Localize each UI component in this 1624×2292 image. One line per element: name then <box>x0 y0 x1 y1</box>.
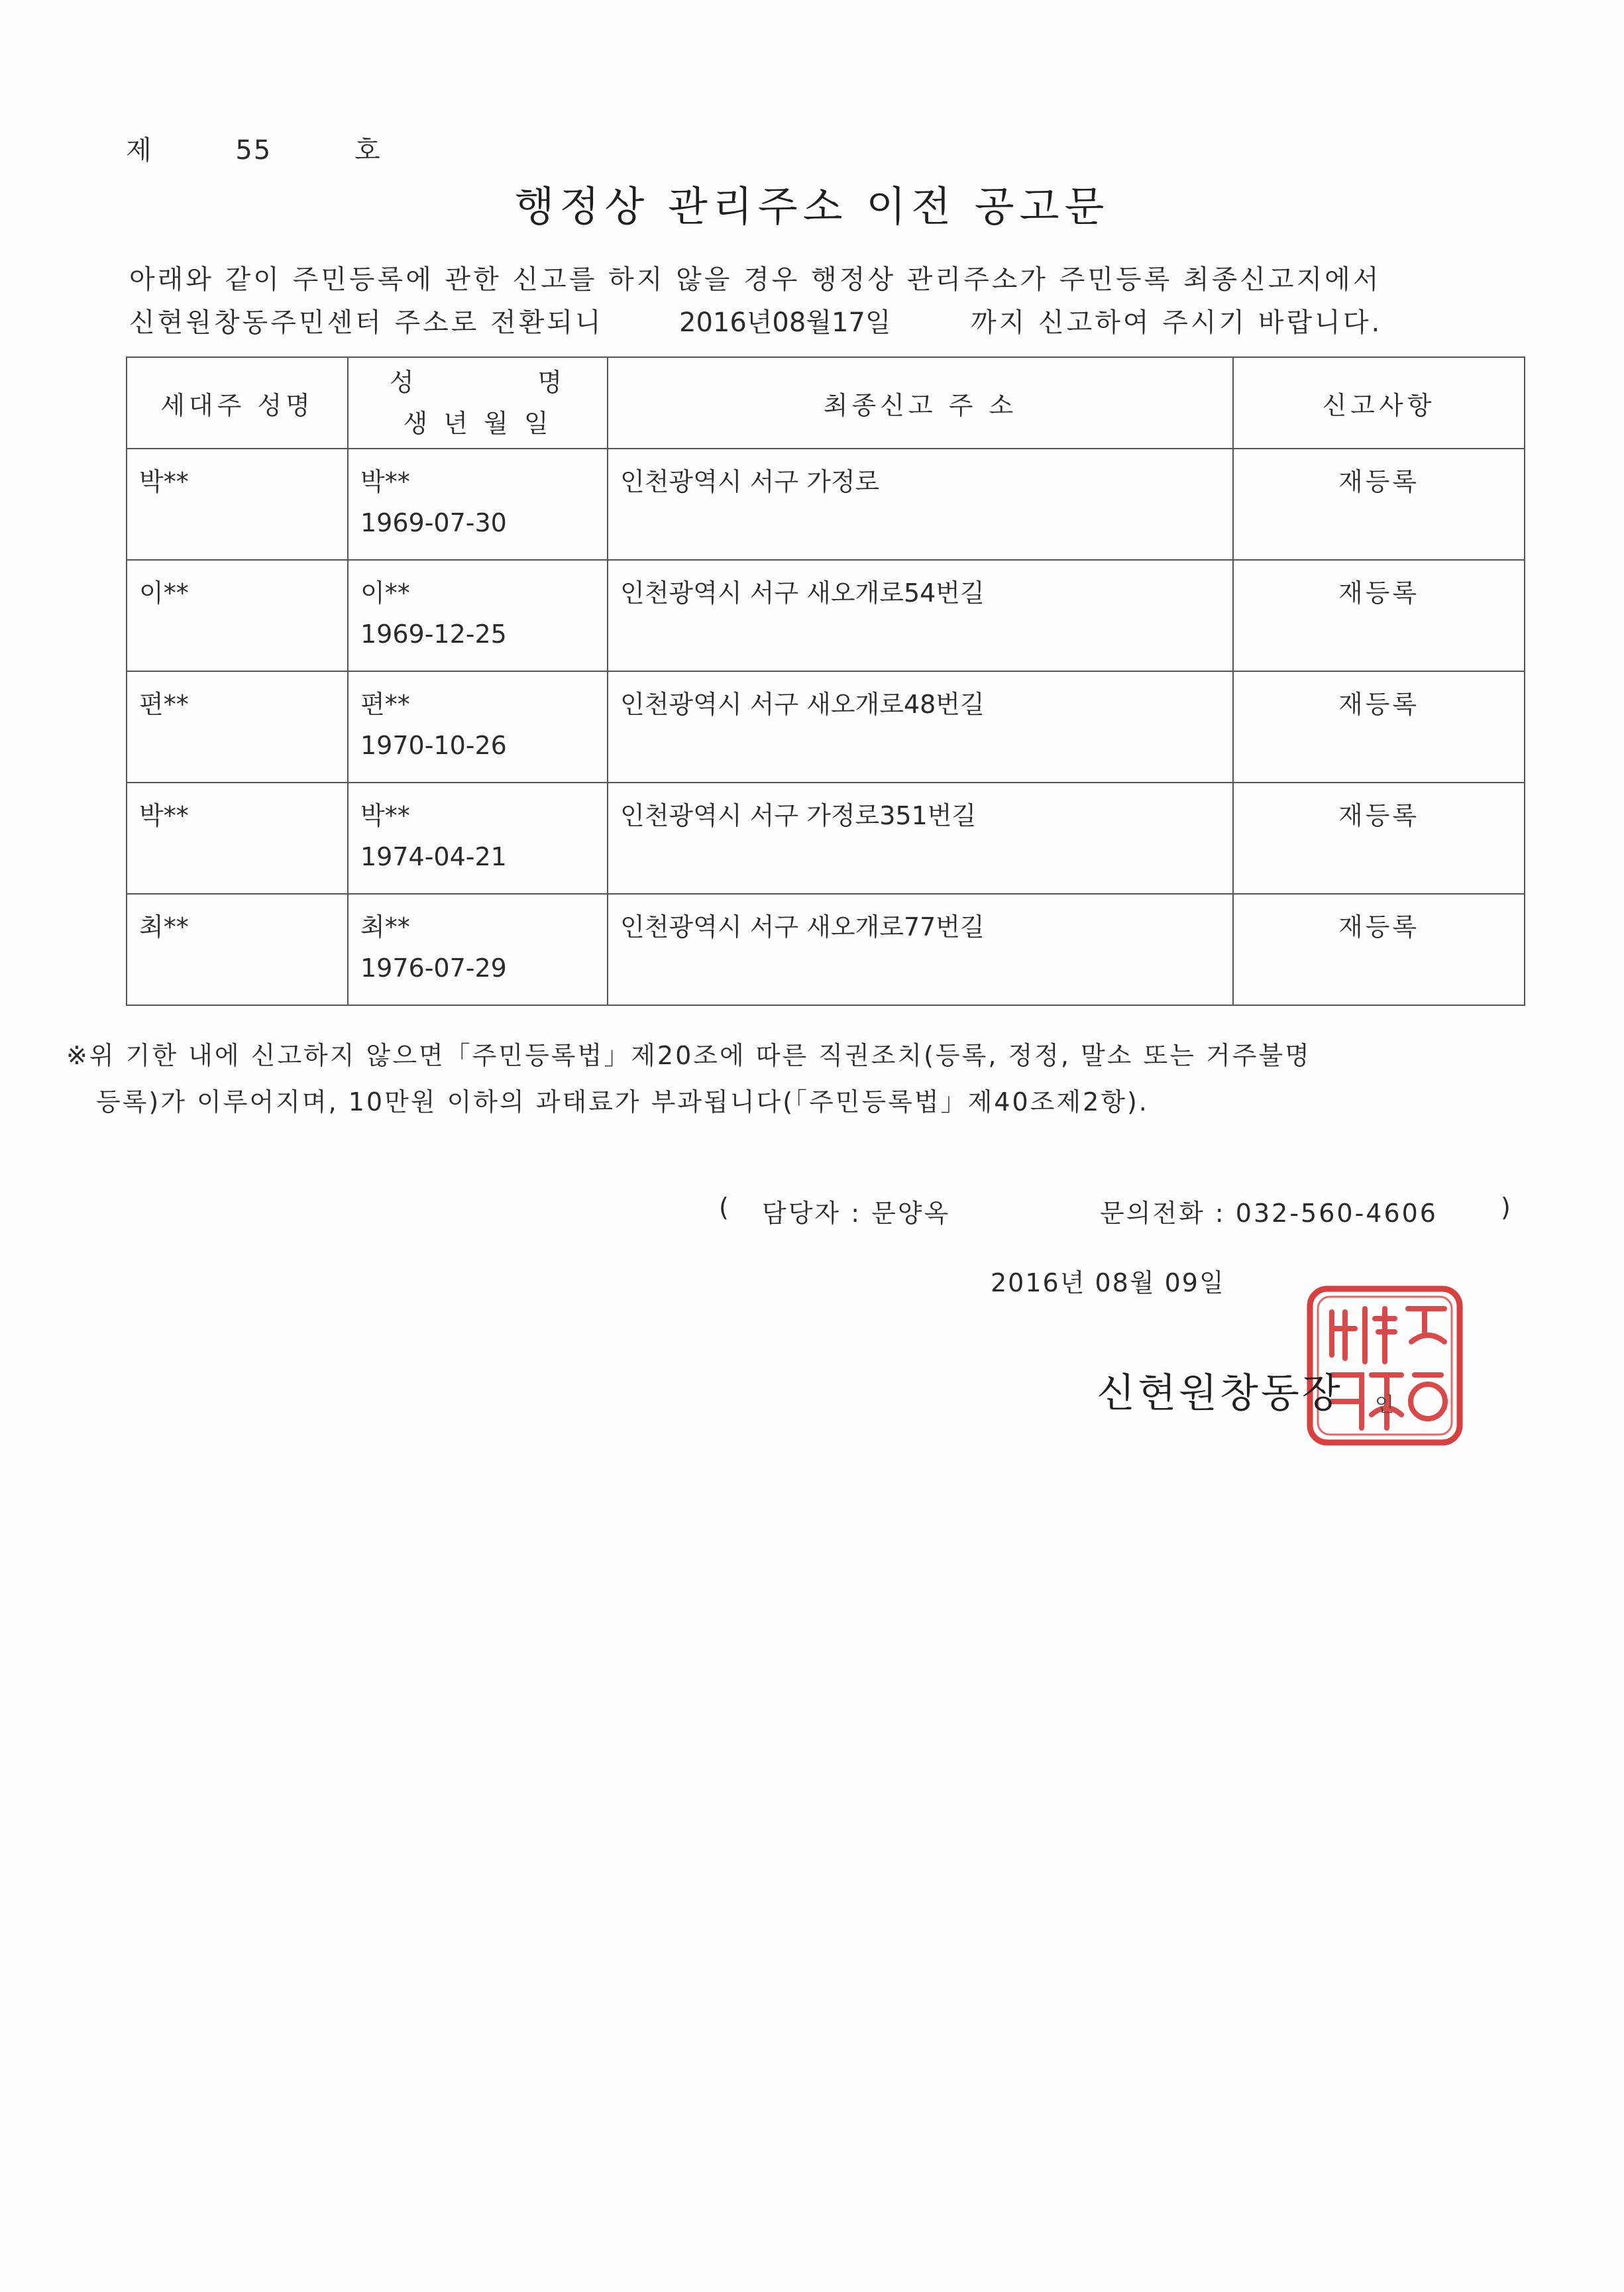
birth-cell: 1969-12-25 <box>360 620 507 649</box>
table-row <box>127 449 1525 560</box>
household-head-cell: 최** <box>139 912 189 942</box>
household-head-cell: 이** <box>139 578 189 608</box>
contact-manager: 담당자 : 문양옥 <box>762 1199 951 1228</box>
seal-mark: 인 <box>1375 1393 1394 1417</box>
doc-number-prefix: 제 <box>126 135 153 166</box>
household-head-cell: 편** <box>139 690 189 719</box>
header-birth: 생 년 월 일 <box>403 409 553 438</box>
birth-cell: 1974-04-21 <box>360 842 507 871</box>
doc-number-suffix: 호 <box>354 135 382 166</box>
deadline-date: 2016년08월17일 <box>679 307 891 338</box>
name-cell: 박** <box>360 801 410 830</box>
header-report: 신고사항 <box>1233 357 1525 449</box>
registration-table <box>126 356 1525 1006</box>
birth-cell: 1969-07-30 <box>360 508 507 537</box>
contact-open-paren: ( <box>719 1193 731 1222</box>
header-name: 성 명 <box>389 368 567 397</box>
name-cell: 최** <box>360 912 410 942</box>
page-title: 행정상 관리주소 이전 공고문 <box>514 182 1110 231</box>
header-household-head: 세대주 성명 <box>127 357 348 449</box>
doc-number-value: 55 <box>235 135 272 166</box>
notice-note-line-1: ※위 기한 내에 신고하지 않으면「주민등록법」제20조에 따른 직권조치(등록, 정정, 말소 또는 거주불명 <box>66 1041 1311 1070</box>
report-cell: 재등록 <box>1338 912 1420 942</box>
address-cell: 인천광역시 서구 새오개로48번길 <box>620 690 985 719</box>
address-cell: 인천광역시 서구 새오개로54번길 <box>620 578 985 608</box>
address-cell: 인천광역시 서구 가정로351번길 <box>620 801 977 830</box>
header-name-birth <box>348 357 608 449</box>
table-header-row <box>127 357 1525 449</box>
name-cell: 편** <box>360 690 410 719</box>
address-cell: 인천광역시 서구 가정로 <box>620 467 880 496</box>
contact-close-paren: ) <box>1501 1193 1513 1222</box>
birth-cell: 1976-07-29 <box>360 954 507 983</box>
header-address: 최종신고 주 소 <box>608 357 1233 449</box>
household-head-cell: 박** <box>139 801 189 830</box>
household-head-cell: 박** <box>139 467 189 496</box>
table-row <box>127 783 1525 894</box>
document-number <box>126 129 382 167</box>
table-row <box>127 671 1525 783</box>
notice-note-line-2: 등록)가 이루어지며, 10만원 이하의 과태료가 부과됩니다(「주민등록법」제40조제2항). <box>96 1087 1149 1117</box>
intro-line-1: 아래와 같이 주민등록에 관한 신고를 하지 않을 경우 행정상 관리주소가 주민등록 최종신고지에서 <box>129 264 1381 295</box>
name-cell: 박** <box>360 467 410 496</box>
report-cell: 재등록 <box>1338 578 1420 608</box>
intro-line-2-start: 신현원창동주민센터 주소로 전환되니 <box>129 307 604 338</box>
table-row <box>127 894 1525 1005</box>
report-cell: 재등록 <box>1338 690 1420 719</box>
signer-title: 신현원창동장 <box>1097 1370 1343 1417</box>
intro-line-2-end: 까지 신고하여 주시기 바랍니다. <box>971 307 1383 338</box>
issue-date: 2016년 08월 09일 <box>991 1268 1225 1297</box>
birth-cell: 1970-10-26 <box>360 731 507 760</box>
report-cell: 재등록 <box>1338 467 1420 496</box>
intro-line-2 <box>129 301 1383 339</box>
contact-phone: 문의전화 : 032-560-4606 <box>1100 1199 1438 1228</box>
report-cell: 재등록 <box>1338 801 1420 830</box>
address-cell: 인천광역시 서구 새오개로77번길 <box>620 912 985 942</box>
name-cell: 이** <box>360 578 410 608</box>
table-row <box>127 560 1525 671</box>
